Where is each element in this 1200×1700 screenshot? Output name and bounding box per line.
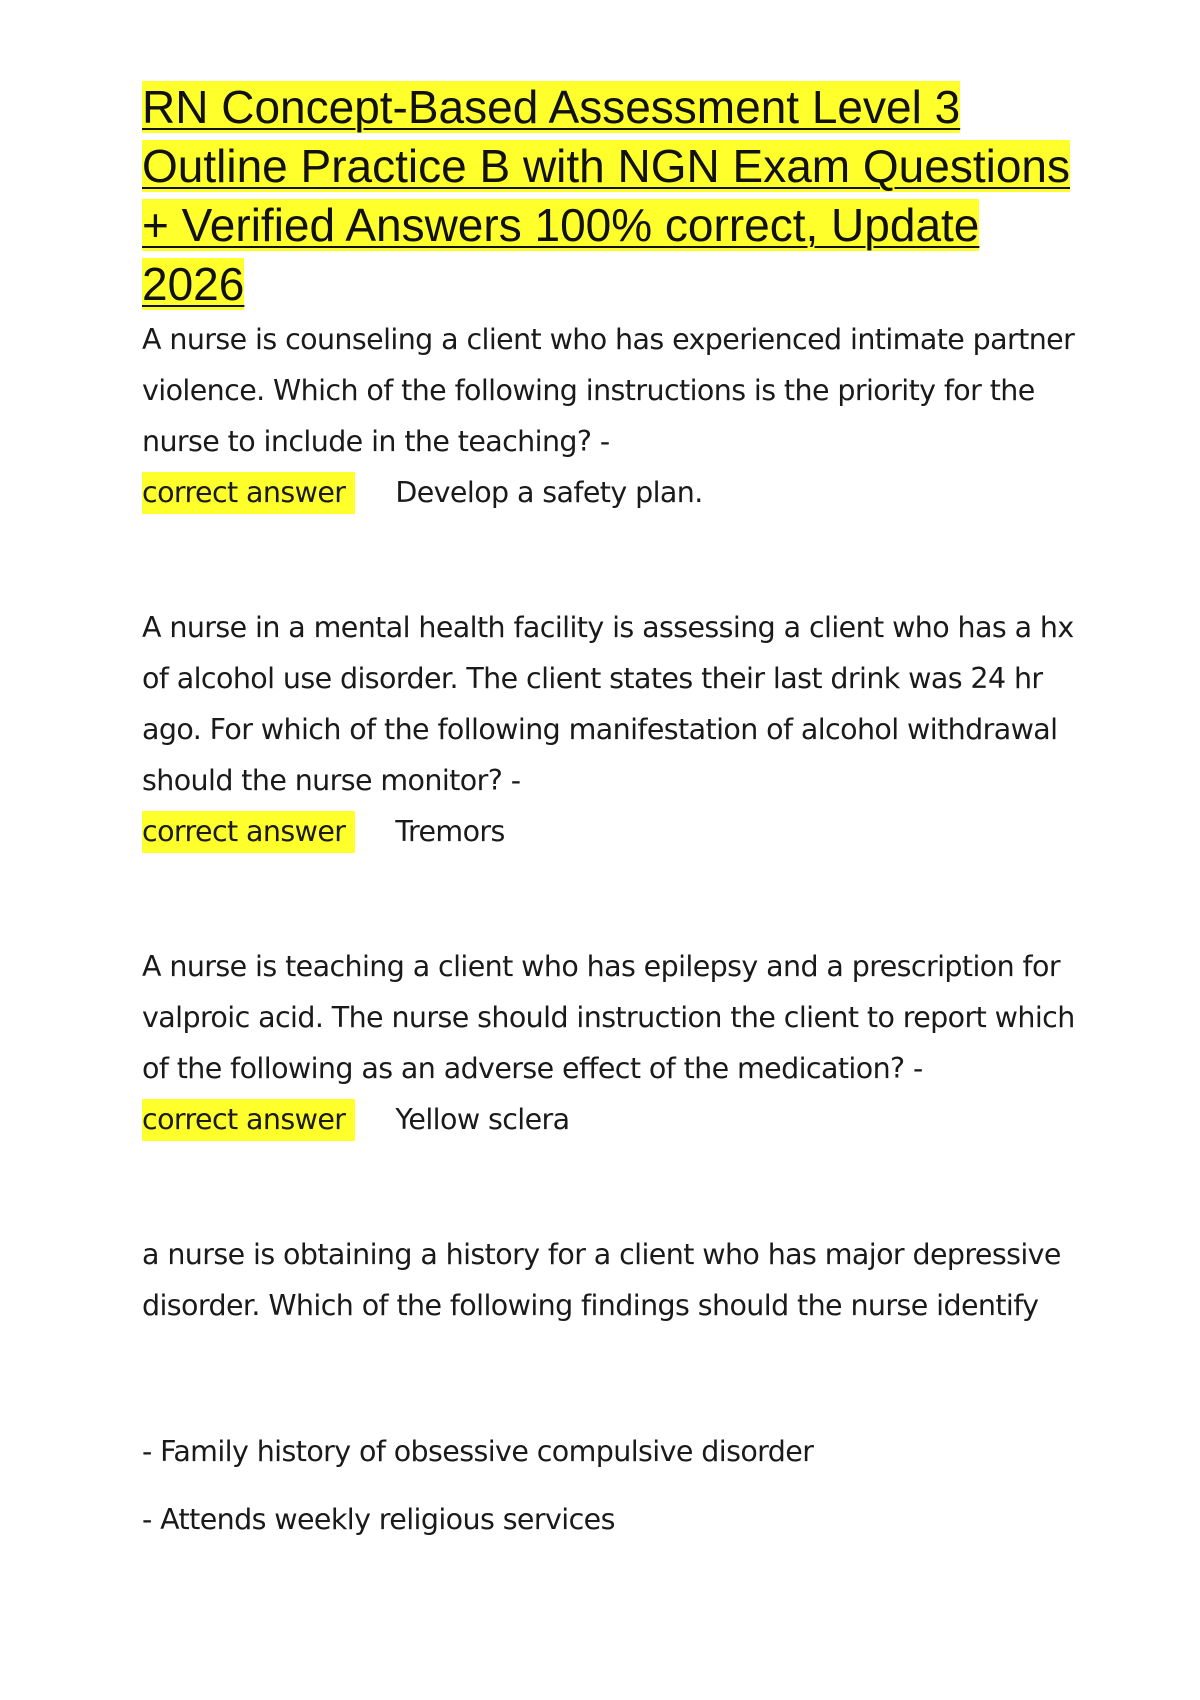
answer-line: [142, 806, 1082, 857]
answer-text: Develop a safety plan.: [395, 476, 703, 509]
correct-answer-label: correct answer: [142, 472, 355, 514]
question-text: A nurse in a mental health facility is assessing a client who has a hx of alcohol use disorder. The client states their last drink was 24 hr ago. For which of the following manifestation of alcohol withdrawal should the nurse monitor? -: [142, 611, 1074, 797]
spacer: [142, 857, 1082, 941]
question-block-2: [142, 602, 1082, 857]
option-item: - Attends weekly religious services: [142, 1503, 615, 1536]
spacer: [142, 1145, 1082, 1229]
question-text: A nurse is counseling a client who has experienced intimate partner violence. Which of the following instructions is the priority for the nurse to include in the teaching? -: [142, 323, 1075, 458]
question-text: a nurse is obtaining a history for a client who has major depressive disorder. Which of the following findings should the nurse identify: [142, 1238, 1061, 1322]
question-block-3: [142, 941, 1082, 1145]
question-block-4: [142, 1229, 1082, 1331]
answer-line: [142, 1094, 1082, 1145]
spacer: [142, 518, 1082, 602]
answer-text: Yellow sclera: [395, 1103, 570, 1136]
document-title: [142, 78, 1082, 314]
answer-line: [142, 467, 1082, 518]
options-list: [142, 1435, 1082, 1537]
correct-answer-label: correct answer: [142, 1099, 355, 1141]
correct-answer-label: correct answer: [142, 811, 355, 853]
answer-text: Tremors: [395, 815, 505, 848]
document-page: [142, 78, 1082, 1571]
question-block-1: [142, 314, 1082, 518]
option-item: - Family history of obsessive compulsive disorder: [142, 1435, 814, 1468]
question-text: A nurse is teaching a client who has epilepsy and a prescription for valproic acid. The nurse should instruction the client to report which of the following as an adverse effect of the medication? -: [142, 950, 1075, 1085]
document-title-text: RN Concept-Based Assessment Level 3 Outline Practice B with NGN Exam Questions + Verified Answers 100% correct, Update 2026: [142, 81, 1070, 310]
